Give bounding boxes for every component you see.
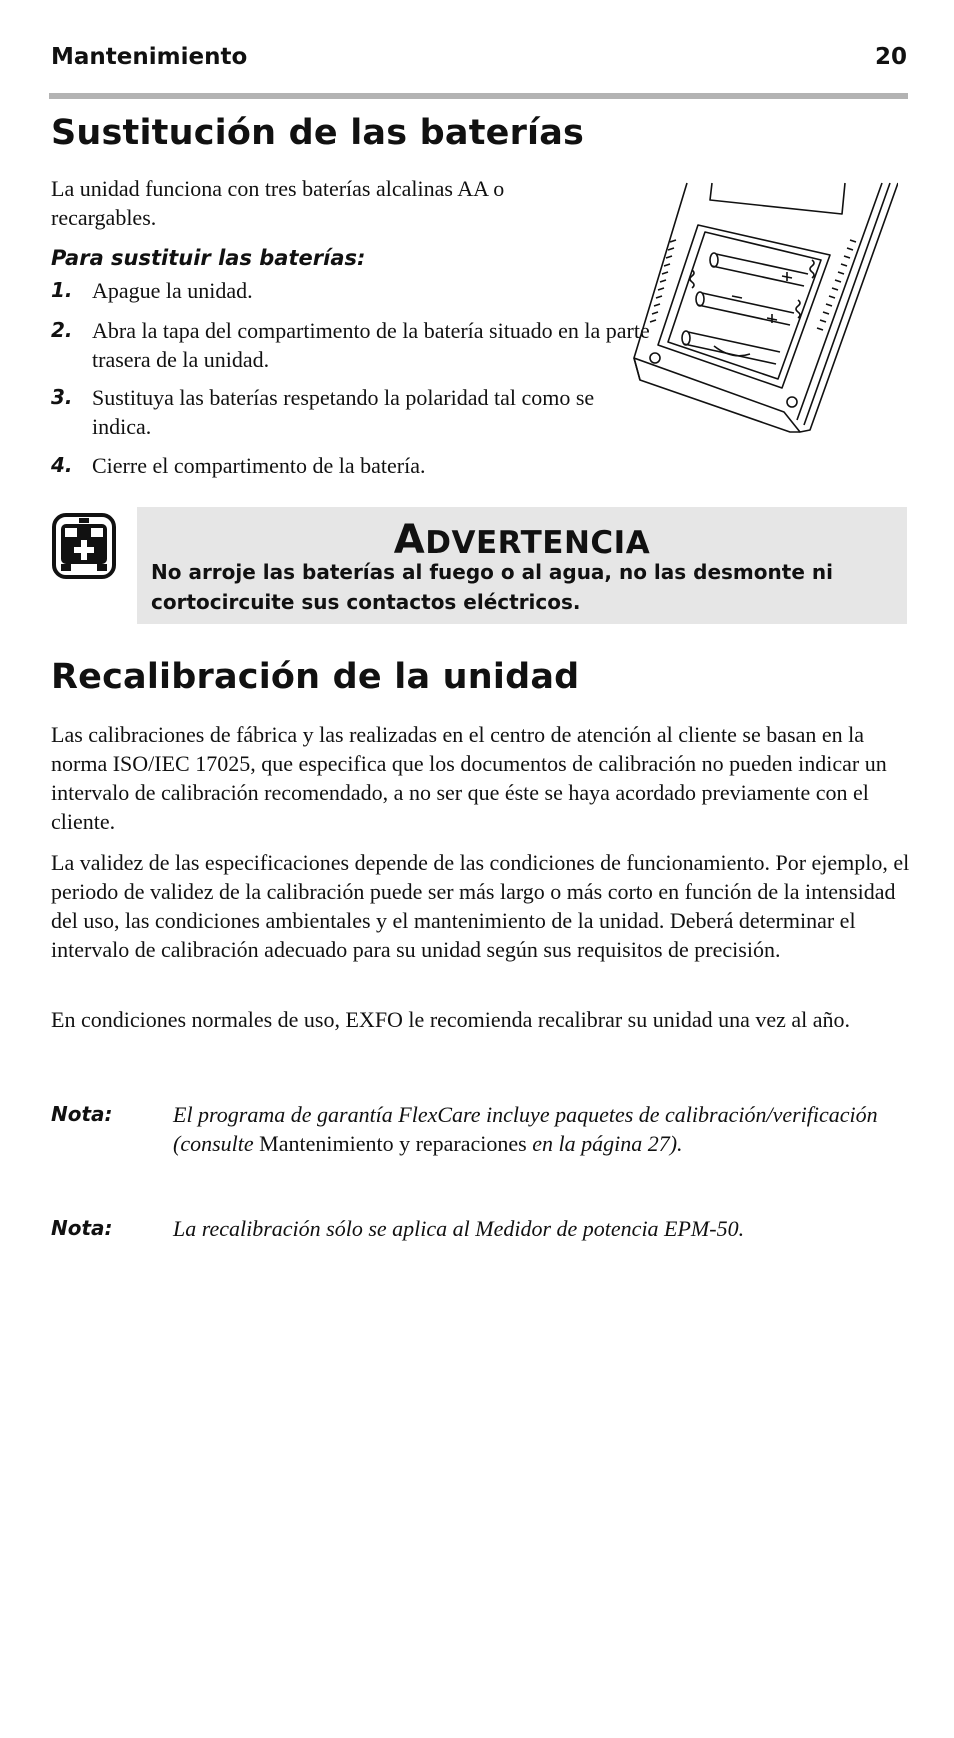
warning-text: No arroje las baterías al fuego o al agua, no las desmonte ni cortocircuite sus contactos eléctricos.: [151, 560, 833, 614]
step-number: 4.: [51, 453, 73, 477]
warning-title-initial: A: [393, 517, 426, 563]
running-header-section: Mantenimiento: [51, 44, 248, 70]
step-text: Apague la unidad.: [92, 278, 253, 303]
step-text: Sustituya las baterías respetando la polaridad tal como se indica.: [92, 385, 595, 439]
cross-reference-link[interactable]: Mantenimiento y reparaciones: [259, 1131, 527, 1156]
warning-title-rest: DVERTENCIA: [425, 525, 651, 561]
step-number: 2.: [51, 318, 73, 342]
note-text-before: El programa de garantía FlexCare incluye paquetes de calibración/verificación (consulte: [173, 1102, 878, 1156]
step-number: 1.: [51, 278, 73, 302]
battery-intro: La unidad funciona con tres baterías alcalinas AA o recargables.: [51, 176, 505, 230]
warning-box: [137, 507, 907, 624]
note-text: La recalibración sólo se aplica al Medidor de potencia EPM-50.: [173, 1216, 745, 1241]
note-text: [173, 1100, 908, 1158]
header-divider: [49, 93, 908, 99]
step-text: Abra la tapa del compartimento de la batería situado en la parte trasera de la unidad.: [92, 318, 650, 372]
procedure-title: Para sustituir las baterías:: [51, 246, 366, 270]
battery-compartment-illustration: [632, 180, 898, 438]
recalibration-paragraph: La validez de las especificaciones depende de las condiciones de funcionamiento. Por ejemplo, el periodo de validez de la calibración puede ser más largo o más corto en función de la intensidad del uso, las condiciones ambientales y el mantenimiento de la unidad. Deberá determinar el intervalo de calibración adecuado para su unidad según sus requisitos de precisión.: [51, 850, 910, 962]
page-number: 20: [874, 44, 907, 70]
note-label: Nota:: [51, 1216, 113, 1240]
note-text-after: en la página 27).: [526, 1131, 683, 1156]
step-text: Cierre el compartimento de la batería.: [92, 453, 426, 478]
note-label: Nota:: [51, 1102, 113, 1126]
battery-section-title: Sustitución de las baterías: [51, 113, 585, 153]
step-number: 3.: [51, 385, 73, 409]
recalibration-paragraph: En condiciones normales de uso, EXFO le recomienda recalibrar su unidad una vez al año.: [51, 1007, 851, 1032]
recalibration-paragraph: Las calibraciones de fábrica y las realizadas en el centro de atención al cliente se basan en la norma ISO/IEC 17025, que especifica que los documentos de calibración no pueden indicar un intervalo de calibración recomendado, a no ser que éste se haya acordado previamente con el cliente.: [51, 722, 887, 834]
recalibration-section-title: Recalibración de la unidad: [51, 657, 580, 697]
ambulance-warning-icon: [51, 512, 117, 580]
